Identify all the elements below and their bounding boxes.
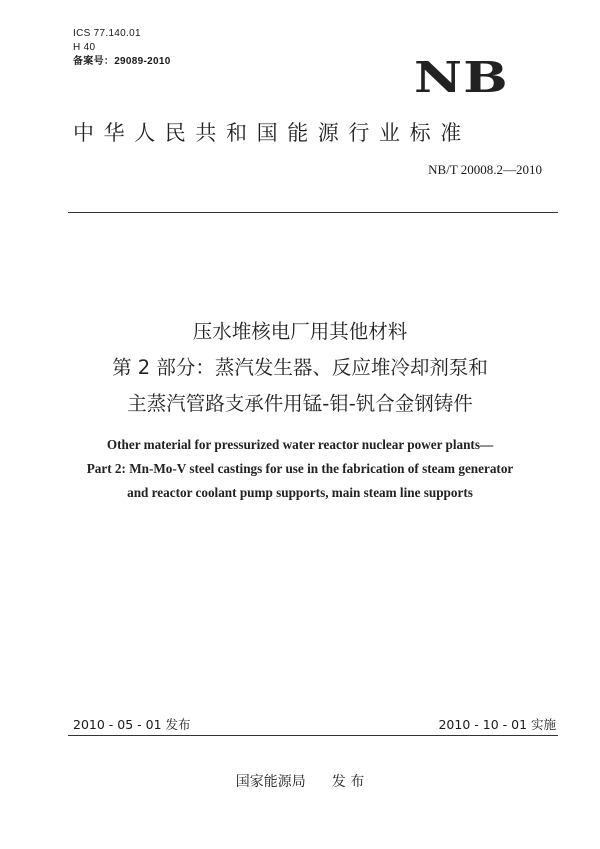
title-cn-line-1: 压水堆核电厂用其他材料 — [192, 320, 408, 343]
standard-type-title: 中华人民共和国能源行业标准 — [73, 121, 471, 145]
header-divider — [68, 212, 558, 213]
filing-number: 备案号：29089-2010 — [73, 56, 171, 67]
title-cn-line-2: 第 2 部分：蒸汽发生器、反应堆冷却剂泵和 — [112, 356, 488, 379]
publisher-line — [0, 771, 600, 791]
title-en-line-1: Other material for pressurized water reactor nuclear power plants— — [106, 437, 494, 452]
title-cn-line-3: 主蒸汽管路支承件用锰-钼-钒合金钢铸件 — [127, 392, 473, 415]
ccs-code: H 40 — [73, 42, 96, 53]
nb-logo: NB — [414, 53, 509, 102]
publisher-action: 发 布 — [331, 774, 365, 790]
standard-number: NB/T 20008.2—2010 — [428, 162, 542, 177]
footer-divider — [68, 735, 558, 736]
header-meta — [73, 27, 171, 69]
ics-code: ICS 77.140.01 — [73, 28, 141, 39]
implementation-date: 2010 - 10 - 01 实施 — [438, 717, 556, 732]
title-en-line-2: Part 2: Mn-Mo-V steel castings for use in the fabrication of steam generator — [86, 461, 514, 476]
title-en-line-3: and reactor coolant pump supports, main steam line supports — [127, 485, 473, 500]
publisher-name: 国家能源局 — [235, 774, 306, 790]
issue-date: 2010 - 05 - 01 发布 — [73, 717, 191, 732]
